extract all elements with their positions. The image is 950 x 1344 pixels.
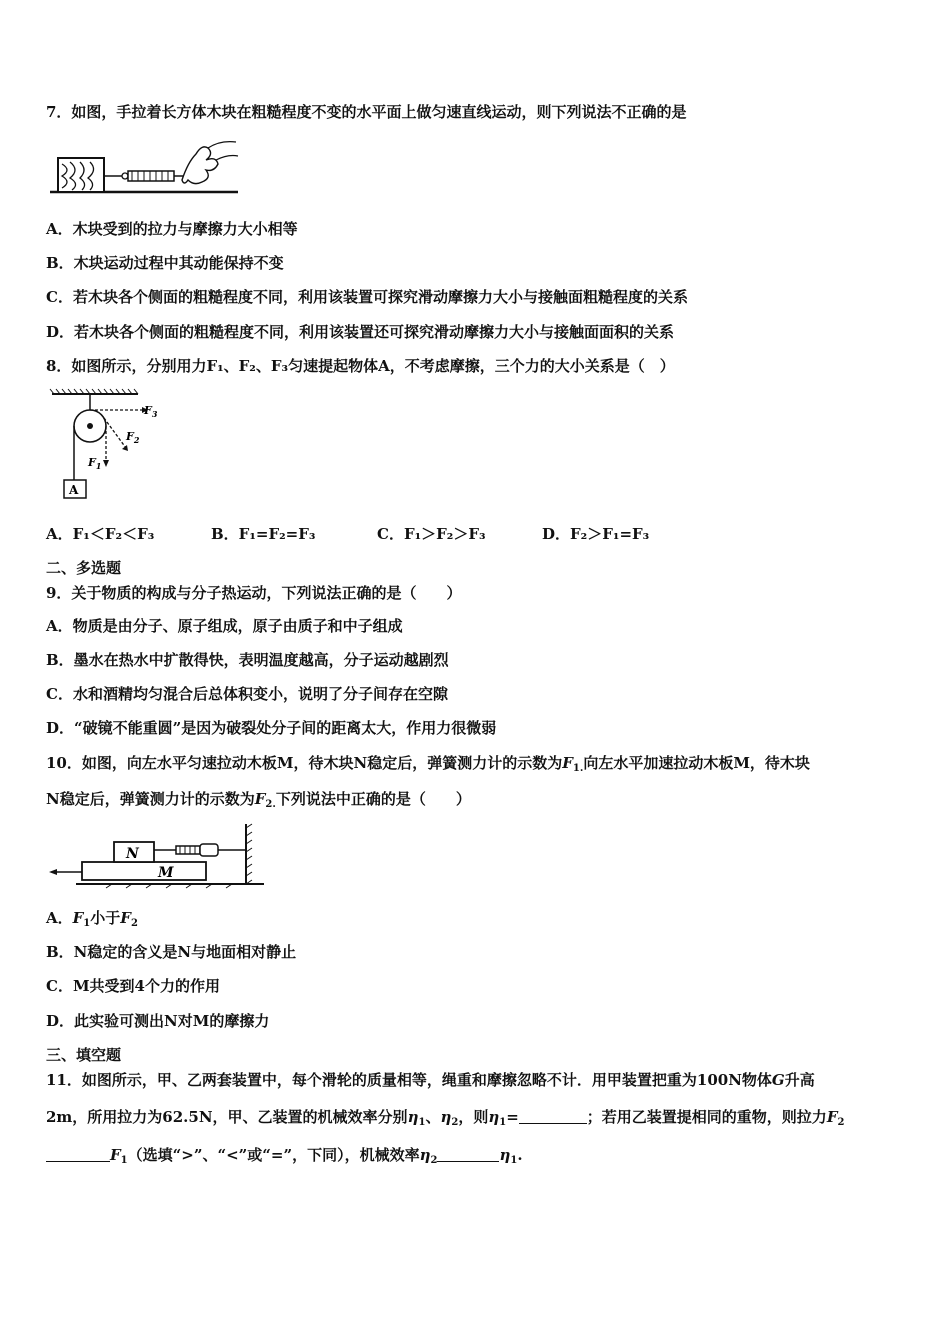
q9-stem: 9．关于物质的构成与分子热运动，下列说法正确的是（ ） (46, 584, 462, 602)
q9-option-d: D．“破镜不能重圆”是因为破裂处分子间的距离太大，作用力很微弱 (46, 719, 497, 737)
q7-option-d: D．若木块各个侧面的粗糙程度不同，利用该装置还可探究滑动摩擦力大小与接触面面积的关系 (46, 323, 675, 341)
q8-pulley-figure (46, 388, 166, 508)
board-m-label: M (158, 865, 174, 881)
section-fill-in: 三、填空题 (46, 1046, 122, 1064)
q11-blank-1[interactable] (519, 1109, 587, 1124)
q9-option-a: A．物质是由分子、原子组成，原子由质子和中子组成 (46, 617, 403, 635)
q8-option-c: C．F₁＞F₂＞F₃ (377, 525, 486, 543)
q8-option-a: A．F₁＜F₂＜F₃ (46, 525, 155, 543)
q10-option-a: A．$F_1$小于$F_2$ (46, 909, 138, 929)
q9-option-b: B．墨水在热水中扩散得快，表明温度越高，分子运动越剧烈 (46, 651, 449, 669)
q8-option-b: B．F₁=F₂=F₃ (211, 525, 316, 543)
q11-line2: 2m，所用拉力为62.5N，甲、乙装置的机械效率分别$\eta_1$、$\eta_2$，则$\eta_1=$ ；若用乙装置提相同的重物，则拉力$F_2$ (46, 1108, 845, 1128)
q8-options (46, 524, 906, 544)
q10-stem-line2: N稳定后，弹簧测力计的示数为$F_{2.}$下列说法中正确的是（ ） (46, 790, 471, 810)
q8-stem: 8．如图所示，分别用力F₁、F₂、F₃匀速提起物体A，不考虑摩擦，三个力的大小关系是（ ） (46, 357, 675, 375)
q11-line3: $F_1$（选填“>”、“<”或“=”，下同），机械效率$\eta_2$ $\eta_1$. (46, 1145, 523, 1171)
q7-option-b: B．木块运动过程中其动能保持不变 (46, 254, 284, 272)
q7-stem: 7．如图，手拉着长方体木块在粗糙程度不变的水平面上做匀速直线运动，则下列说法不正确的是 (46, 103, 687, 121)
block-a-label: A (69, 483, 79, 497)
block-n-label: N (126, 846, 139, 862)
f1-label: $F_1$ (88, 456, 102, 471)
q11-blank-3[interactable] (437, 1147, 499, 1162)
q11-blank-2[interactable] (46, 1147, 110, 1162)
q7-option-c: C．若木块各个侧面的粗糙程度不同，利用该装置可探究滑动摩擦力大小与接触面粗糙程度的关系 (46, 288, 688, 306)
f2-label: $F_2$ (126, 430, 140, 445)
section-multiple-choice: 二、多选题 (46, 559, 122, 577)
q10-option-c: C．M共受到4个力的作用 (46, 977, 220, 995)
q10-figure (46, 820, 268, 890)
q10-option-d: D．此实验可测出N对M的摩擦力 (46, 1012, 270, 1030)
q8-option-d: D．F₂＞F₁=F₃ (542, 525, 650, 543)
f3-label: $F_3$ (144, 404, 158, 419)
q7-option-a: A．木块受到的拉力与摩擦力大小相等 (46, 220, 298, 238)
q11-line1: 11．如图所示，甲、乙两套装置中，每个滑轮的质量相等，绳重和摩擦忽略不计．用甲装置把重为100N物体G升高 (46, 1071, 815, 1089)
q10-option-b: B．N稳定的含义是N与地面相对静止 (46, 943, 297, 961)
q7-figure (48, 136, 240, 196)
q10-stem-line1: 10．如图，向左水平匀速拉动木板M，待木块N稳定后，弹簧测力计的示数为$F_{1.}$向左水平加速拉动木板M，待木块 (46, 754, 810, 774)
q9-option-c: C．水和酒精均匀混合后总体积变小，说明了分子间存在空隙 (46, 685, 448, 703)
